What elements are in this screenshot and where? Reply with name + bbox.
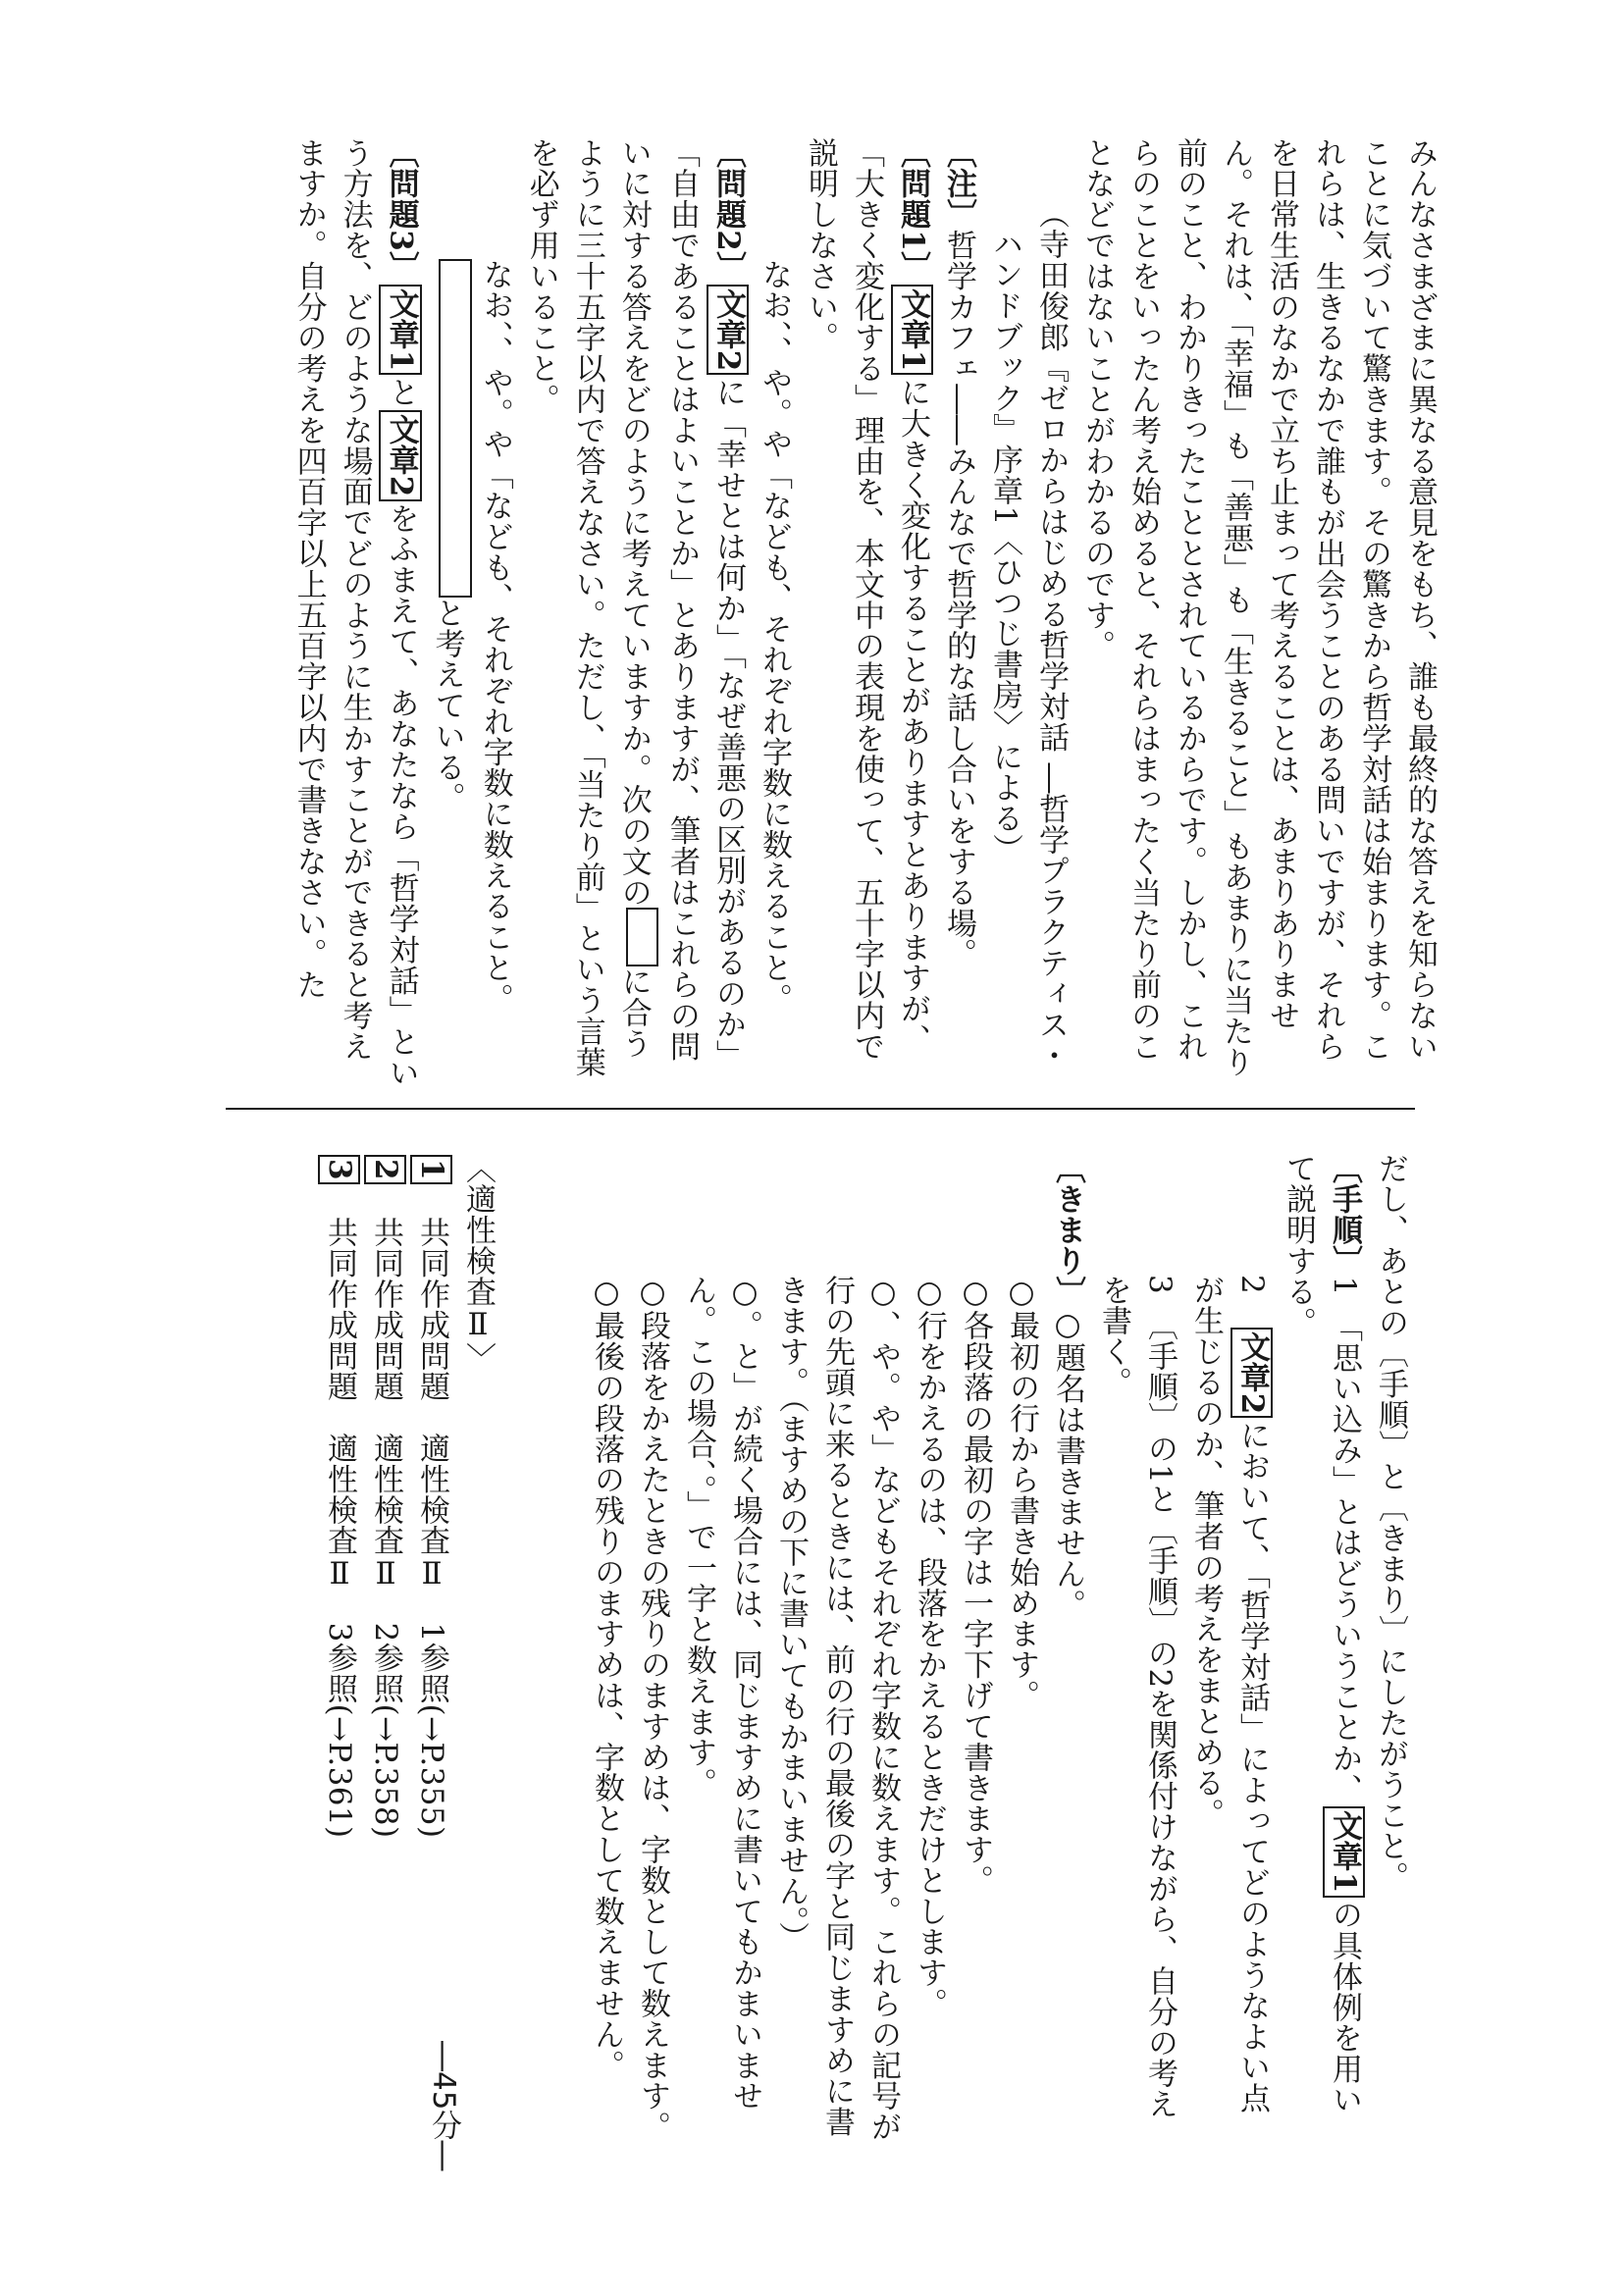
rule-item: ○最初の行から書き始めます。 xyxy=(1004,1275,1039,1711)
question-3-continuation: だし、あとの〔手順〕と〔きまり〕にしたがうこと。 xyxy=(1373,1153,1408,1893)
question-3-text-b: をふまえて、あなたなら「哲学対話」という方法を、どのような場面でどのように生かすことができると考えますか。自分の考えを四百字以上五百字以内で書きなさい。た xyxy=(290,137,419,1089)
question-3-text-a: と xyxy=(383,377,419,408)
item-kind: 適性検査Ⅱ xyxy=(414,1433,449,1592)
note xyxy=(935,137,981,1089)
rule-item: ○題名は書きません。 xyxy=(1050,1307,1085,1620)
note-text: 哲学カフェ――みんなで哲学的な話し合いをする場。 xyxy=(941,230,976,969)
item-ref: 2参照(→P.358) xyxy=(368,1622,403,1839)
source-citation: （寺田俊郎『ゼロからはじめる哲学対話 ―哲学プラクティス・ハンドブック』序章1〈ひつじ書房〉による） xyxy=(987,198,1069,1071)
item-kind: 適性検査Ⅱ xyxy=(368,1433,403,1592)
question-1-text: に大きく変化することがありますとありますが、「大きく変化する」理由を、本文中の表現を使って、五十字以内で説明しなさい。 xyxy=(803,137,930,1062)
procedure-step-1 xyxy=(1275,1153,1367,2144)
item-ref: 3参照(→P.361) xyxy=(322,1622,357,1839)
bunsho-1-box: 文章1 xyxy=(1323,1806,1365,1898)
rule-item: ○各段落の最初の字は一字下げて書きます。 xyxy=(958,1275,993,1896)
procedure-step-2 xyxy=(1182,1153,1275,2144)
bunsho-1-box: 文章1 xyxy=(379,285,421,376)
procedure-step-1-text: 1 「思い込み」とはどういうことか、 xyxy=(1327,1276,1362,1805)
rule-item: ○行をかえるのは、段落をかえるときだけとします。 xyxy=(912,1275,947,2019)
rules-first xyxy=(1044,1153,1090,2144)
test-list-item xyxy=(408,1153,454,2036)
passage-continuation: みんなさまざまに異なる意見をもち、誰も最終的な答えを知らないことに気づいて驚きます。その驚きから哲学対話は始まります。これらは、生きるなかで誰もが出会うことのある問いですが、それらを日常生活のなかで立ち止まって考えることは、あまりありません。それは、「幸福」も「善悪」も「生きること」もあまりに当たり前のこと、わかりきったこととされているからです。しかし、これらのことをいったん考え始めると、それらはまったく当たり前のことなどではないことがわかるのです。 xyxy=(1079,137,1438,1077)
test-list xyxy=(177,1153,500,2036)
item-name: 共同作成問題 xyxy=(368,1217,403,1402)
rule-item: ○、や。や」などもそれぞれ字数に数えます。これらの記号が行の先頭に来るときには、前の行の最後の字と同じますめに書きます。（ますめの下に書いてもかまいません。） xyxy=(773,1275,901,2143)
procedure-step-3: 3 〔手順〕の1と〔手順〕の2を関係付けながら、自分の考えを書く。 xyxy=(1096,1275,1178,2120)
question-2-text-b: に合うように三十五字以内で答えなさい。ただし、「当たり前」という言葉を必ず用いること。 xyxy=(523,137,652,1077)
bunsho-1-box: 文章1 xyxy=(891,285,933,376)
procedure-step-2-num: 2 xyxy=(1234,1275,1270,1326)
question-2-note: なお、、や。や「なども、それぞれ字数に数えること。 xyxy=(477,259,513,1015)
question-1 xyxy=(797,137,935,1089)
rule-item: ○段落をかえたときの残りのますめは、字数として数えます。 xyxy=(635,1275,670,2143)
procedure-label: 〔手順〕 xyxy=(1327,1153,1362,1277)
question-2-frame-text: と考えている。 xyxy=(429,598,465,813)
item-number-box: 1 xyxy=(410,1155,452,1184)
procedure-step-2-text: において、「哲学対話」によってどのようなよい点が生じるのか、筆者の考えをまとめる。 xyxy=(1188,1275,1270,2114)
bunsho-2-box: 文章2 xyxy=(1230,1328,1273,1419)
item-name: 共同作成問題 xyxy=(414,1217,449,1402)
test-list-item xyxy=(316,1153,362,2036)
item-number-box: 3 xyxy=(318,1155,360,1184)
answer-blank-small xyxy=(626,908,658,966)
question-2-frame xyxy=(424,137,472,1089)
question-1-note: なお、、や。や「なども、それぞれ字数に数えること。 xyxy=(757,259,792,1015)
question-2 xyxy=(518,137,751,1089)
rule-item: ○。と」が続く場合には、同じますめに書いてもかまいません。この場合、。」で一字と数えます。 xyxy=(681,1275,762,2112)
item-kind: 適性検査Ⅱ xyxy=(322,1433,357,1592)
question-2-text: に「幸せとは何か」「なぜ善悪の区別があるのか」「自由であることはよいことか」とありますが、筆者はこれらの問いに対する答えをどのように考えていますか。次の文の xyxy=(615,137,746,1071)
upper-section xyxy=(167,137,1442,1089)
test-list-item xyxy=(362,1153,408,2036)
procedure-step-1-text-b: の具体例を用いて説明する。 xyxy=(1281,1153,1362,2115)
question-1-label: 〔問題1〕 xyxy=(895,137,930,283)
rule-item: ○最後の段落の残りのますめは、字数として数えません。 xyxy=(589,1275,624,2081)
test-list-heading: 〈適性検査Ⅱ〉 xyxy=(460,1153,496,1374)
question-3 xyxy=(286,137,424,1089)
section-divider xyxy=(226,1108,1415,1110)
question-2-label: 〔問題2〕 xyxy=(710,137,746,283)
item-number-box: 2 xyxy=(364,1155,406,1184)
item-name: 共同作成問題 xyxy=(322,1217,357,1402)
note-label: 〔注〕 xyxy=(941,137,976,231)
item-ref: 1参照(→P.355) xyxy=(414,1622,449,1839)
lower-section xyxy=(550,1153,1413,2144)
rules-label: 〔きまり〕 xyxy=(1050,1153,1085,1307)
bunsho-2-box: 文章2 xyxy=(379,410,421,501)
time-limit: ―45分― xyxy=(426,2041,461,2171)
answer-blank-large xyxy=(439,259,471,598)
question-3-label: 〔問題3〕 xyxy=(383,137,419,283)
bunsho-2-box: 文章2 xyxy=(707,285,749,376)
